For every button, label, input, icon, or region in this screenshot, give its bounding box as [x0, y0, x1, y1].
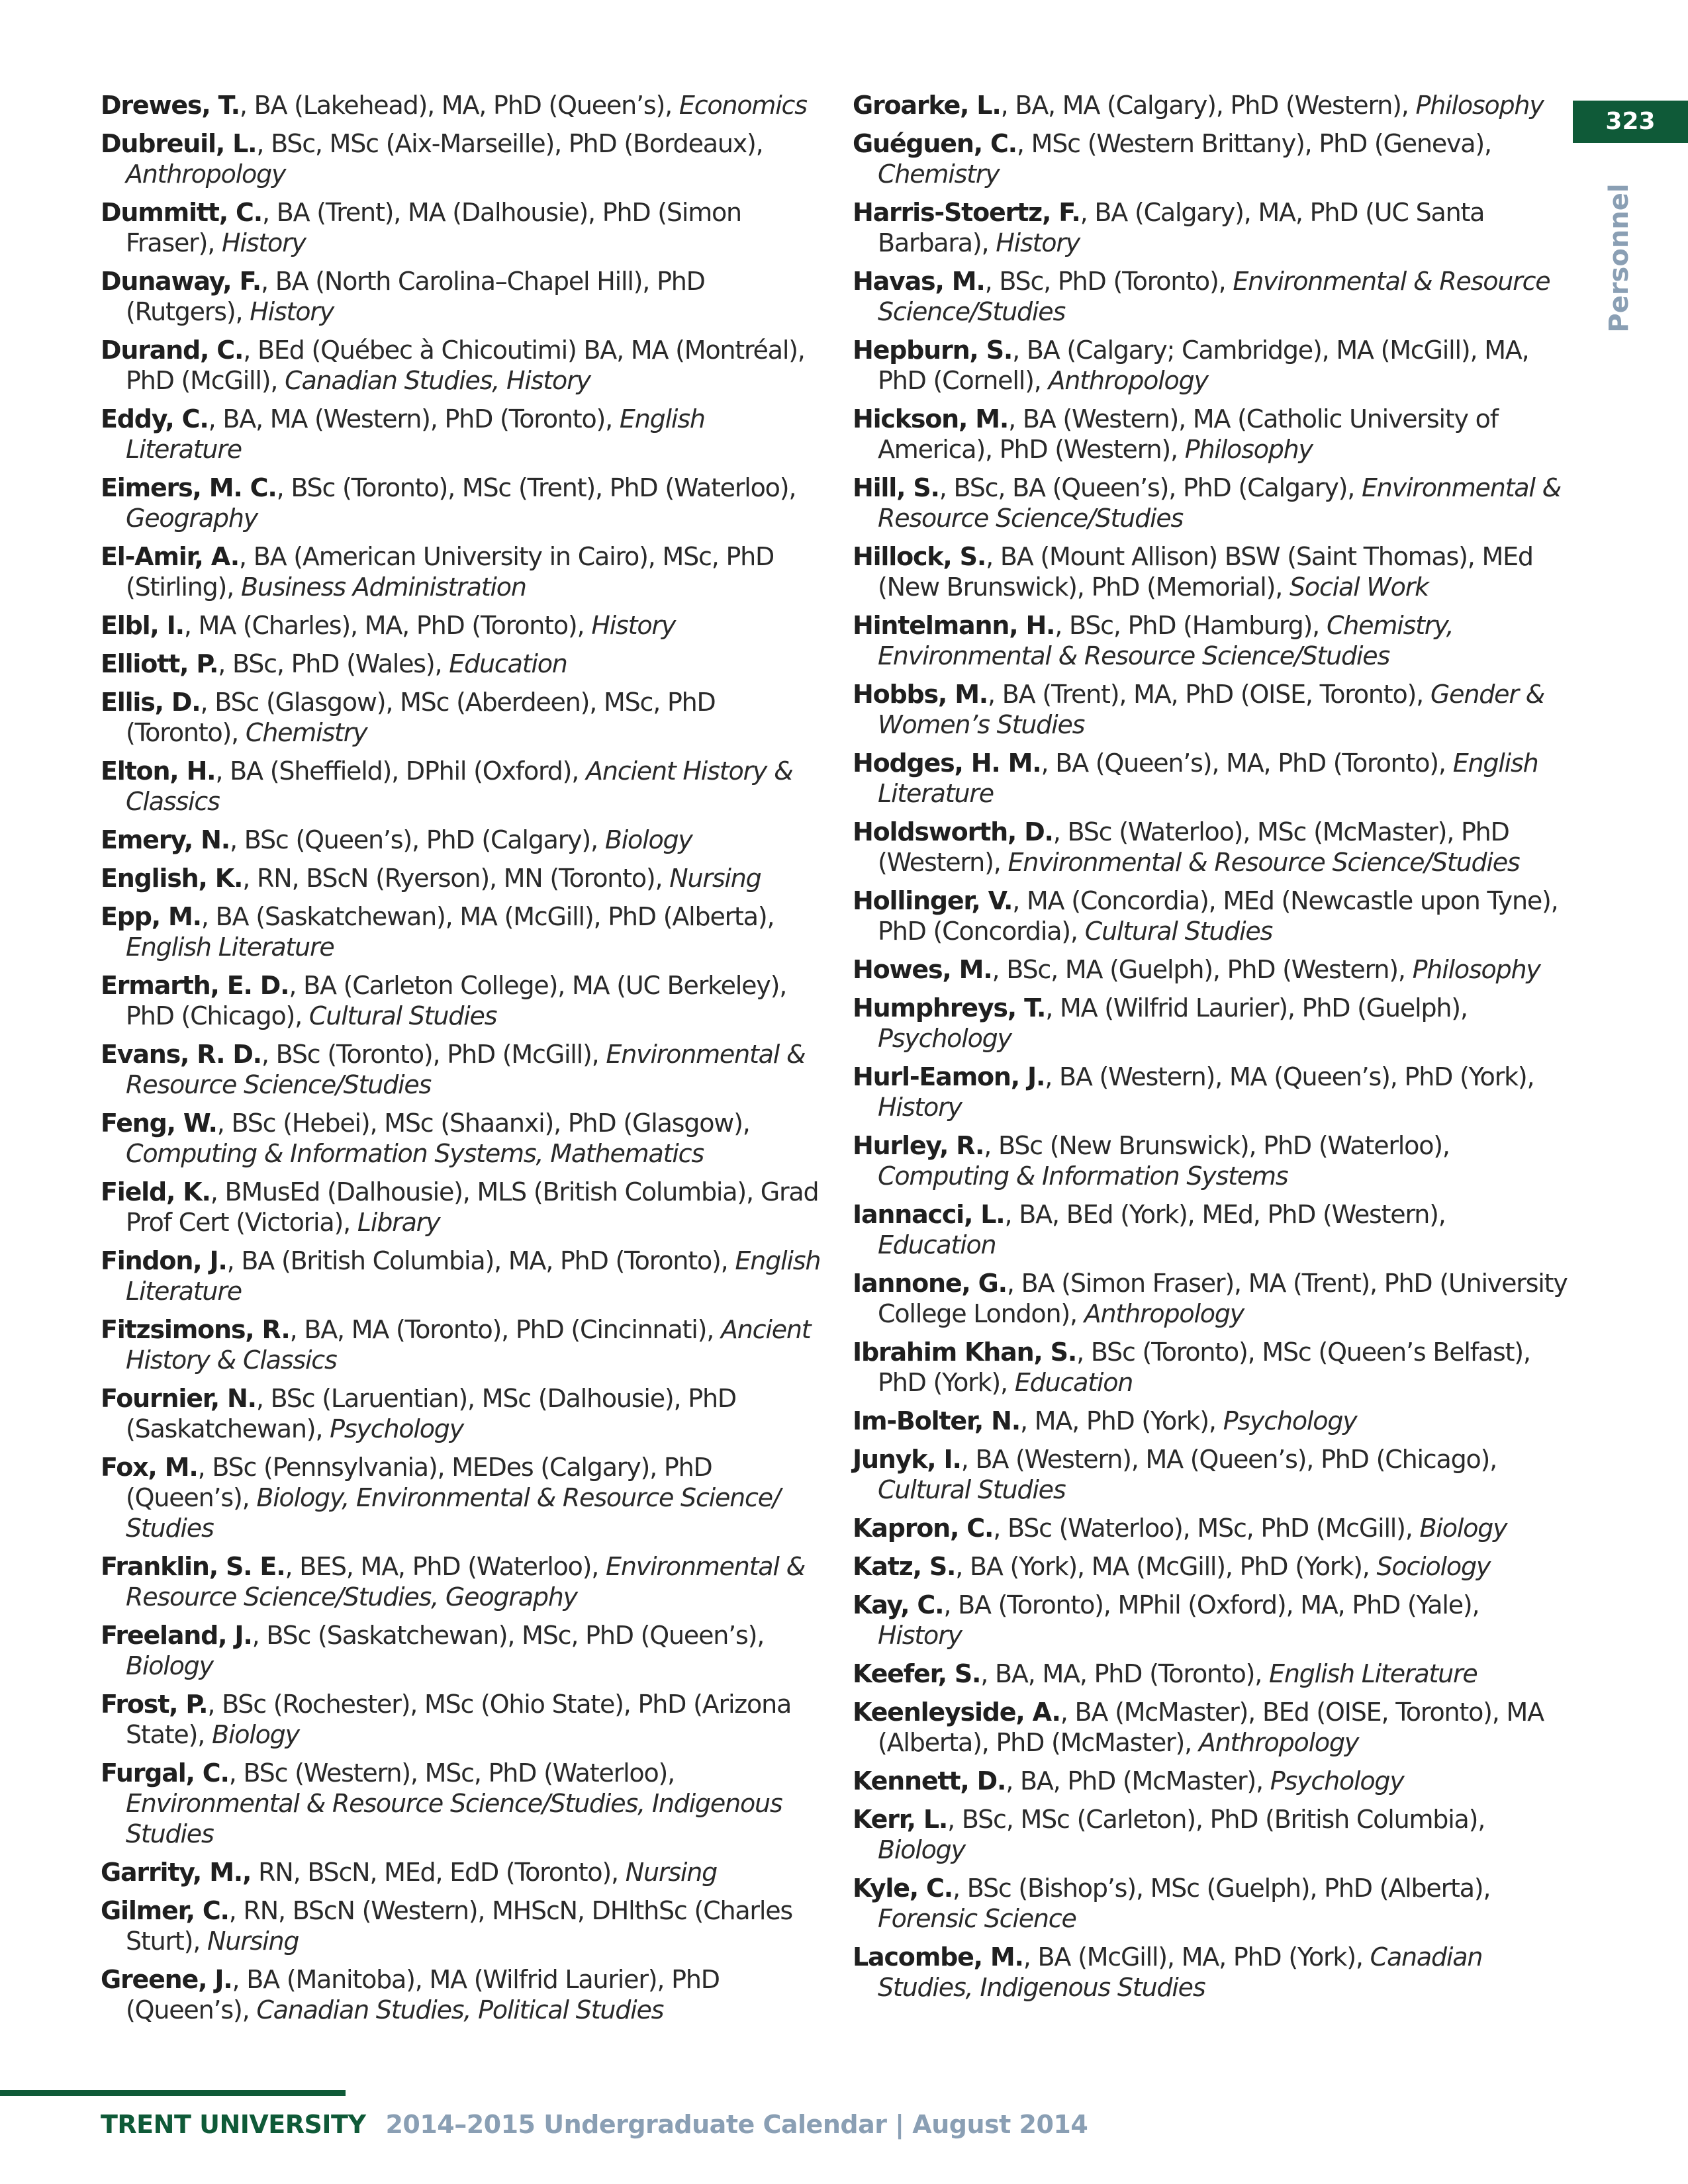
personnel-credentials: , BSc (New Brunswick), PhD (Waterloo),	[984, 1131, 1450, 1160]
personnel-entry	[853, 679, 1568, 740]
personnel-entry	[101, 901, 821, 962]
personnel-name: Elliott, P.	[101, 649, 218, 678]
personnel-credentials: , BSc, PhD (Toronto),	[984, 267, 1233, 296]
personnel-credentials: , BSc (Waterloo), MSc (McMaster), PhD (Western),	[878, 817, 1509, 877]
personnel-department: History	[591, 611, 676, 640]
personnel-name: Hobbs, M.	[853, 680, 988, 709]
personnel-department: English Literature	[126, 1246, 821, 1306]
personnel-credentials: , BSc, PhD (Hamburg),	[1055, 611, 1327, 640]
personnel-name: Keefer, S.	[853, 1659, 981, 1688]
personnel-credentials: , BSc (Toronto), MSc (Queen’s Belfast), PhD (York),	[878, 1338, 1530, 1397]
personnel-credentials: , BSc (Pennsylvania), MEDes (Calgary), PhD (Queen’s),	[126, 1453, 712, 1512]
personnel-name: Groarke, L.	[853, 91, 1001, 120]
personnel-entry	[853, 1513, 1568, 1543]
personnel-credentials: , BA, BEd (York), MEd, PhD (Western),	[1004, 1200, 1446, 1229]
personnel-credentials: , BES, MA, PhD (Waterloo),	[285, 1552, 606, 1581]
personnel-department: Education	[878, 1230, 996, 1259]
personnel-credentials: , MA (Wilfrid Laurier), PhD (Guelph),	[1045, 993, 1468, 1023]
personnel-credentials: , BA, MA (Western), PhD (Toronto),	[208, 404, 620, 433]
personnel-entry	[853, 1766, 1568, 1796]
personnel-department: Biology	[604, 825, 692, 854]
personnel-department: English Literature	[126, 933, 334, 962]
personnel-name: Hepburn, S.	[853, 336, 1013, 365]
personnel-credentials: , BA (Trent), MA, PhD (OISE, Toronto),	[988, 680, 1430, 709]
personnel-department: English Literature	[878, 749, 1538, 808]
personnel-credentials: , BSc, MA (Guelph), PhD (Western),	[992, 955, 1413, 984]
personnel-entry	[853, 335, 1568, 396]
personnel-entry	[101, 1177, 821, 1238]
personnel-credentials: , BSc (Toronto), PhD (McGill),	[261, 1040, 606, 1069]
personnel-name: Humphreys, T.	[853, 993, 1046, 1023]
personnel-name: Katz, S.	[853, 1552, 956, 1581]
personnel-entry	[101, 1314, 821, 1375]
personnel-entry	[853, 610, 1568, 671]
personnel-name: Holdsworth, D.	[853, 817, 1053, 846]
personnel-name: Ermarth, E. D.	[101, 971, 289, 1000]
personnel-department: Anthropology	[1084, 1299, 1244, 1328]
personnel-name: Guéguen, C.	[853, 129, 1017, 158]
personnel-department: Psychology	[1223, 1406, 1357, 1435]
personnel-department: History	[878, 1093, 962, 1122]
personnel-entry	[853, 541, 1568, 602]
personnel-name: Feng, W.	[101, 1109, 217, 1138]
personnel-credentials: , MA (Charles), MA, PhD (Toronto),	[183, 611, 592, 640]
personnel-credentials: , BSc, BA (Queen’s), PhD (Calgary),	[939, 473, 1362, 502]
personnel-entry	[101, 863, 821, 893]
personnel-entry	[101, 128, 821, 189]
personnel-column-right	[853, 90, 1568, 2011]
personnel-entry	[853, 748, 1568, 809]
personnel-entry	[101, 1551, 821, 1612]
personnel-entry	[853, 954, 1568, 985]
footer-university: TRENT UNIVERSITY	[101, 2110, 366, 2139]
personnel-entry	[101, 970, 821, 1031]
personnel-credentials: , RN, BScN (Ryerson), MN (Toronto),	[242, 864, 670, 893]
personnel-department: Nursing	[625, 1858, 718, 1887]
personnel-entry	[853, 1406, 1568, 1436]
personnel-name: Eddy, C.	[101, 404, 209, 433]
personnel-entry	[853, 473, 1568, 533]
personnel-credentials: , BA (Saskatchewan), MA (McGill), PhD (Alberta),	[201, 902, 774, 931]
personnel-department: Computing & Information Systems, Mathematics	[126, 1139, 704, 1168]
personnel-name: Hurley, R.	[853, 1131, 984, 1160]
personnel-department: Psychology	[330, 1414, 463, 1443]
personnel-department: Biology	[126, 1651, 213, 1680]
personnel-entry	[101, 473, 821, 533]
personnel-name: Furgal, C.	[101, 1758, 229, 1788]
personnel-name: Iannacci, L.	[853, 1200, 1005, 1229]
personnel-department: Philosophy	[1184, 435, 1313, 464]
footer	[101, 2110, 1088, 2139]
personnel-credentials: , BA (American University in Cairo), MSc, PhD (Stirling),	[126, 542, 774, 602]
personnel-entry	[853, 1590, 1568, 1651]
personnel-department: Philosophy	[1415, 91, 1544, 120]
personnel-entry	[853, 1199, 1568, 1260]
personnel-department: Anthropology	[1048, 366, 1208, 395]
personnel-name: Harris-Stoertz, F.	[853, 198, 1080, 227]
personnel-name: Hill, S.	[853, 473, 939, 502]
personnel-credentials: , BA (McMaster), BEd (OISE, Toronto), MA (Alberta), PhD (McMaster),	[878, 1698, 1544, 1757]
personnel-department: Cultural Studies	[308, 1001, 497, 1030]
personnel-entry	[101, 1383, 821, 1444]
personnel-credentials: , BEd (Québec à Chicoutimi) BA, MA (Montréal), PhD (McGill),	[126, 336, 805, 395]
personnel-credentials: , BA (Queen’s), MA, PhD (Toronto),	[1041, 749, 1453, 778]
personnel-entry	[101, 1620, 821, 1681]
personnel-department: Gender & Women’s Studies	[878, 680, 1545, 739]
personnel-credentials: , BA (York), MA (McGill), PhD (York),	[955, 1552, 1377, 1581]
personnel-entry	[101, 1758, 821, 1849]
personnel-department: Biology, Environmental & Resource Science/ Studies	[126, 1483, 780, 1543]
personnel-entry	[101, 1964, 821, 2025]
personnel-credentials: , BSc (Western), MSc, PhD (Waterloo),	[228, 1758, 675, 1788]
personnel-credentials: , BA (Western), MA (Queen’s), PhD (Chicago),	[961, 1445, 1497, 1474]
personnel-credentials: , BA, MA, PhD (Toronto),	[980, 1659, 1270, 1688]
personnel-name: Hickson, M.	[853, 404, 1009, 433]
personnel-entry	[853, 1659, 1568, 1689]
personnel-entry	[101, 825, 821, 855]
personnel-department: Psychology	[1270, 1766, 1404, 1796]
personnel-name: Kay, C.	[853, 1590, 944, 1619]
personnel-name: Hurl-Eamon, J.	[853, 1062, 1045, 1091]
personnel-credentials: , BA (British Columbia), MA, PhD (Toronto),	[226, 1246, 735, 1275]
personnel-department: Education	[1014, 1368, 1133, 1397]
personnel-entry	[101, 649, 821, 679]
personnel-credentials: , BA (Western), MA (Catholic University of America), PhD (Western),	[878, 404, 1498, 464]
personnel-entry	[101, 335, 821, 396]
personnel-name: Hodges, H. M.	[853, 749, 1041, 778]
personnel-department: Anthropology	[1198, 1728, 1359, 1757]
personnel-department: History	[996, 228, 1080, 257]
personnel-entry	[101, 197, 821, 258]
personnel-name: Emery, N.	[101, 825, 230, 854]
personnel-department: English Literature	[1269, 1659, 1477, 1688]
personnel-credentials: , BSc (Bishop’s), MSc (Guelph), PhD (Alberta),	[952, 1874, 1491, 1903]
personnel-name: Dubreuil, L.	[101, 129, 257, 158]
personnel-credentials: , BA (Toronto), MPhil (Oxford), MA, PhD (Yale),	[943, 1590, 1479, 1619]
personnel-department: Ancient History & Classics	[126, 1315, 811, 1375]
personnel-credentials: , BSc (Waterloo), MSc, PhD (McGill),	[993, 1514, 1420, 1543]
personnel-credentials: , BSc (Glasgow), MSc (Aberdeen), MSc, PhD (Toronto),	[126, 688, 716, 747]
personnel-credentials: , BA (Simon Fraser), MA (Trent), PhD (University College London),	[878, 1269, 1568, 1328]
personnel-name: Ibrahim Khan, S.	[853, 1338, 1077, 1367]
personnel-credentials: , BSc (Rochester), MSc (Ohio State), PhD (Arizona State),	[126, 1690, 792, 1749]
personnel-credentials: , BA (Trent), MA (Dalhousie), PhD (Simon Fraser),	[126, 198, 741, 257]
personnel-credentials: , MA (Concordia), MEd (Newcastle upon Tyne), PhD (Concordia),	[878, 886, 1558, 946]
personnel-department: Philosophy	[1412, 955, 1540, 984]
personnel-entry	[101, 90, 821, 120]
personnel-credentials: , BA (Manitoba), MA (Wilfrid Laurier), PhD (Queen’s),	[126, 1965, 720, 2025]
personnel-entry	[853, 1551, 1568, 1582]
personnel-credentials: , BA (Sheffield), DPhil (Oxford),	[215, 756, 586, 786]
personnel-name: Fitzsimons, R.	[101, 1315, 290, 1344]
personnel-department: English Literature	[126, 404, 705, 464]
personnel-credentials: , MSc (Western Brittany), PhD (Geneva),	[1016, 129, 1491, 158]
personnel-entry	[853, 1697, 1568, 1758]
personnel-name: Howes, M.	[853, 955, 992, 984]
personnel-credentials: , MA, PhD (York),	[1020, 1406, 1223, 1435]
personnel-entry	[101, 1895, 821, 1956]
personnel-name: Elton, H.	[101, 756, 216, 786]
personnel-department: Nursing	[207, 1927, 299, 1956]
personnel-credentials: , BMusEd (Dalhousie), MLS (British Columbia), Grad Prof Cert (Victoria),	[126, 1177, 819, 1237]
personnel-entry	[101, 1452, 821, 1543]
personnel-name: Dunaway, F.	[101, 267, 261, 296]
personnel-credentials: RN, BScN, MEd, EdD (Toronto),	[251, 1858, 626, 1887]
personnel-department: Canadian Studies, Political Studies	[256, 1995, 664, 2025]
personnel-entry	[853, 1130, 1568, 1191]
personnel-name: Hintelmann, H.	[853, 611, 1055, 640]
personnel-credentials: , BA (Lakehead), MA, PhD (Queen’s),	[239, 91, 679, 120]
personnel-department: Chemistry, Environmental & Resource Science/Studies	[878, 611, 1454, 670]
personnel-entry	[853, 128, 1568, 189]
personnel-name: Kennett, D.	[853, 1766, 1006, 1796]
personnel-entry	[853, 90, 1568, 120]
personnel-department: Environmental & Resource Science/Studies, Indigenous Studies	[126, 1789, 782, 1848]
personnel-credentials: , BA (Western), MA (Queen’s), PhD (York),	[1045, 1062, 1534, 1091]
personnel-department: Business Administration	[240, 572, 526, 602]
personnel-entry	[853, 1337, 1568, 1398]
personnel-department: Library	[357, 1208, 440, 1237]
personnel-column-left	[101, 90, 821, 2033]
personnel-department: Biology	[211, 1720, 299, 1749]
personnel-entry	[853, 404, 1568, 465]
personnel-name: Epp, M.	[101, 902, 201, 931]
personnel-entry	[853, 197, 1568, 258]
personnel-department: Environmental & Resource Science/Studies	[126, 1040, 806, 1099]
personnel-name: Fournier, N.	[101, 1384, 256, 1413]
personnel-entry	[853, 1268, 1568, 1329]
personnel-name: Lacombe, M.	[853, 1942, 1023, 1972]
personnel-credentials: , BSc (Saskatchewan), MSc, PhD (Queen’s),	[252, 1621, 765, 1650]
personnel-entry	[853, 1444, 1568, 1505]
personnel-department: Cultural Studies	[878, 1475, 1066, 1504]
personnel-credentials: , BA (McGill), MA, PhD (York),	[1023, 1942, 1370, 1972]
personnel-entry	[101, 404, 821, 465]
personnel-department: Chemistry	[245, 718, 367, 747]
personnel-name: Garrity, M.,	[101, 1858, 252, 1887]
personnel-entry	[101, 541, 821, 602]
personnel-department: History	[878, 1621, 962, 1650]
personnel-department: Environmental & Resource Science/Studies	[1008, 848, 1520, 877]
personnel-name: Evans, R. D.	[101, 1040, 261, 1069]
personnel-name: Dummitt, C.	[101, 198, 262, 227]
personnel-department: History	[222, 228, 306, 257]
personnel-entry	[853, 1942, 1568, 2003]
personnel-department: Canadian Studies, History	[285, 366, 590, 395]
section-label: Personnel	[1604, 183, 1634, 333]
personnel-entry	[101, 1857, 821, 1888]
personnel-department: Education	[449, 649, 567, 678]
personnel-credentials: , BA (North Carolina–Chapel Hill), PhD (Rutgers),	[126, 267, 705, 326]
personnel-name: Fox, M.	[101, 1453, 198, 1482]
personnel-name: Eimers, M. C.	[101, 473, 277, 502]
personnel-credentials: , BA (Mount Allison) BSW (Saint Thomas), MEd (New Brunswick), PhD (Memorial),	[878, 542, 1533, 602]
personnel-department: Ancient History & Classics	[126, 756, 793, 816]
personnel-entry	[101, 1108, 821, 1169]
personnel-department: Biology	[1419, 1514, 1507, 1543]
personnel-department: Cultural Studies	[1084, 917, 1273, 946]
personnel-department: Psychology	[878, 1024, 1011, 1053]
personnel-credentials: , RN, BScN (Western), MHScN, DHlthSc (Charles Sturt),	[126, 1896, 792, 1956]
personnel-name: Freeland, J.	[101, 1621, 252, 1650]
personnel-credentials: , BSc, MSc (Aix-Marseille), PhD (Bordeaux),	[256, 129, 763, 158]
personnel-credentials: , BSc (Queen’s), PhD (Calgary),	[230, 825, 605, 854]
footer-rule	[0, 2090, 346, 2096]
personnel-credentials: , BSc, MSc (Carleton), PhD (British Columbia),	[947, 1805, 1485, 1834]
personnel-name: Elbl, I.	[101, 611, 184, 640]
personnel-name: Keenleyside, A.	[853, 1698, 1060, 1727]
personnel-name: Hillock, S.	[853, 542, 986, 571]
personnel-entry	[101, 1689, 821, 1750]
personnel-entry	[853, 266, 1568, 327]
personnel-credentials: , BA (Carleton College), MA (UC Berkeley), PhD (Chicago),	[126, 971, 787, 1030]
personnel-entry	[101, 1246, 821, 1306]
personnel-entry	[853, 1873, 1568, 1934]
personnel-entry	[853, 993, 1568, 1054]
personnel-entry	[101, 266, 821, 327]
personnel-name: Franklin, S. E.	[101, 1552, 285, 1581]
personnel-credentials: , BA, MA (Calgary), PhD (Western),	[1000, 91, 1416, 120]
personnel-name: Drewes, T.	[101, 91, 240, 120]
personnel-credentials: , BSc (Toronto), MSc (Trent), PhD (Waterloo),	[276, 473, 796, 502]
personnel-entry	[853, 817, 1568, 878]
personnel-credentials: , BA, MA (Toronto), PhD (Cincinnati),	[289, 1315, 721, 1344]
personnel-name: Havas, M.	[853, 267, 985, 296]
personnel-entry	[853, 886, 1568, 946]
personnel-department: Environmental & Resource Science/Studies	[878, 267, 1550, 326]
personnel-department: Economics	[679, 91, 807, 120]
personnel-name: Kerr, L.	[853, 1805, 948, 1834]
personnel-entry	[101, 687, 821, 748]
personnel-entry	[101, 756, 821, 817]
personnel-credentials: , BSc (Laruentian), MSc (Dalhousie), PhD (Saskatchewan),	[126, 1384, 736, 1443]
personnel-name: Frost, P.	[101, 1690, 208, 1719]
personnel-department: Nursing	[669, 864, 761, 893]
personnel-department: Geography	[126, 504, 258, 533]
page-number: 323	[1573, 101, 1688, 143]
personnel-department: Environmental & Resource Science/Studies, Geography	[126, 1552, 806, 1612]
personnel-name: Im-Bolter, N.	[853, 1406, 1020, 1435]
personnel-name: Iannone, G.	[853, 1269, 1007, 1298]
personnel-credentials: , BSc, PhD (Wales),	[218, 649, 449, 678]
personnel-department: Environmental & Resource Science/Studies	[878, 473, 1562, 533]
personnel-name: Field, K.	[101, 1177, 211, 1206]
personnel-name: Findon, J.	[101, 1246, 227, 1275]
personnel-name: Ellis, D.	[101, 688, 201, 717]
personnel-department: Social Work	[1289, 572, 1429, 602]
personnel-credentials: , BA, PhD (McMaster),	[1006, 1766, 1270, 1796]
personnel-name: El-Amir, A.	[101, 542, 239, 571]
personnel-department: Canadian Studies, Indigenous Studies	[878, 1942, 1483, 2002]
personnel-name: Greene, J.	[101, 1965, 232, 1994]
personnel-name: Gilmer, C.	[101, 1896, 229, 1925]
personnel-department: Anthropology	[126, 159, 286, 189]
personnel-department: Computing & Information Systems	[878, 1161, 1288, 1191]
personnel-name: Durand, C.	[101, 336, 244, 365]
personnel-entry	[101, 1039, 821, 1100]
personnel-credentials: , BA (Calgary), MA, PhD (UC Santa Barbara),	[878, 198, 1485, 257]
personnel-credentials: , BA (Calgary; Cambridge), MA (McGill), MA, PhD (Cornell),	[878, 336, 1529, 395]
personnel-name: Hollinger, V.	[853, 886, 1013, 915]
personnel-department: Biology	[878, 1835, 965, 1864]
personnel-name: Junyk, I.	[853, 1445, 961, 1474]
personnel-name: Kyle, C.	[853, 1874, 953, 1903]
personnel-name: English, K.	[101, 864, 243, 893]
personnel-department: Sociology	[1376, 1552, 1491, 1581]
personnel-credentials: , BSc (Hebei), MSc (Shaanxi), PhD (Glasgow),	[216, 1109, 750, 1138]
personnel-department: Forensic Science	[878, 1904, 1076, 1933]
personnel-department: Chemistry	[878, 159, 1000, 189]
personnel-entry	[101, 610, 821, 641]
personnel-name: Kapron, C.	[853, 1514, 994, 1543]
footer-calendar-title: 2014–2015 Undergraduate Calendar | August 2014	[385, 2110, 1088, 2139]
personnel-entry	[853, 1804, 1568, 1865]
personnel-entry	[853, 1062, 1568, 1122]
personnel-department: History	[250, 297, 334, 326]
